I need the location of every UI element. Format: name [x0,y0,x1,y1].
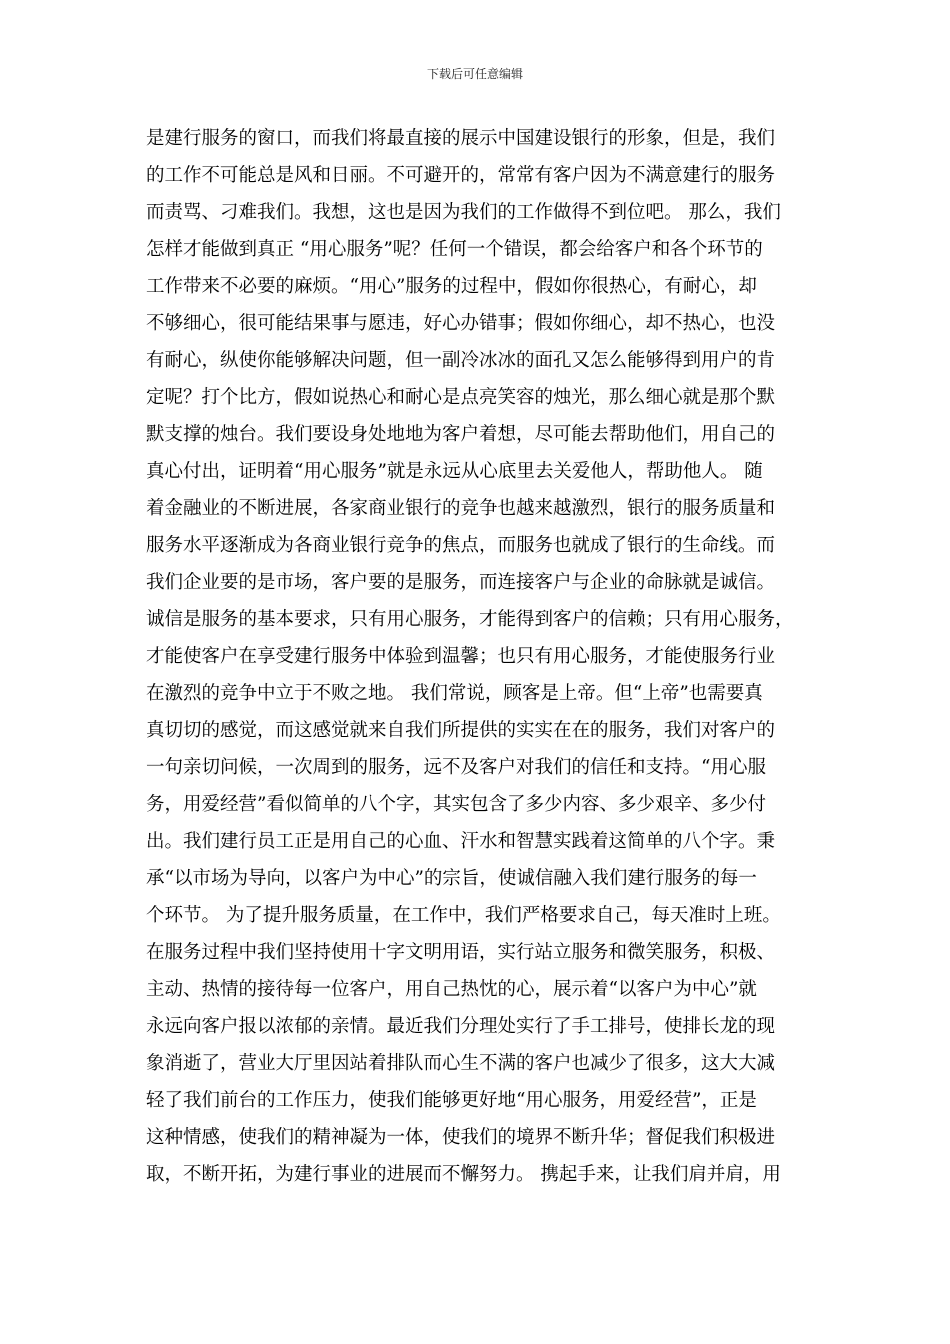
text-line: 象消逝了，营业大厅里因站着排队而心生不满的客户也减少了很多，这大大减 [146,1053,776,1074]
body-text [146,120,826,1193]
text-line: 我们企业要的是市场，客户要的是服务，而连接客户与企业的命脉就是诚信。 [146,572,776,593]
text-line: 主动、热情的接待每一位客户，用自己热忱的心，展示着“以客户为中心”就 [146,979,757,1000]
text-line: 真切切的感觉，而这感觉就来自我们所提供的实实在在的服务，我们对客户的 [146,720,776,741]
text-line: 工作带来不必要的麻烦。“用心”服务的过程中，假如你很热心，有耐心，却 [146,276,757,297]
text-line: 的工作不可能总是风和日丽。不可避开的，常常有客户因为不满意建行的服务 [146,165,776,186]
text-line: 出。我们建行员工正是用自己的心血、汗水和智慧实践着这简单的八个字。秉 [146,831,776,852]
text-line: 这种情感，使我们的精神凝为一体，使我们的境界不断升华；督促我们积极进 [146,1127,776,1148]
text-line: 真心付出，证明着“用心服务”就是永远从心底里去关爱他人，帮助他人。 随 [146,461,763,482]
text-line: 诚信是服务的基本要求，只有用心服务，才能得到客户的信赖；只有用心服务， [146,609,794,630]
text-line: 务，用爱经营”看似简单的八个字，其实包含了多少内容、多少艰辛、多少付 [146,794,766,815]
text-line: 怎样才能做到真正 “用心服务”呢？任何一个错误，都会给客户和各个环节的 [146,239,763,260]
text-line: 一句亲切问候，一次周到的服务，远不及客户对我们的信任和支持。“用心服 [146,757,766,778]
text-line: 才能使客户在享受建行服务中体验到温馨；也只有用心服务，才能使服务行业 [146,646,776,667]
text-line: 在激烈的竞争中立于不败之地。 我们常说，顾客是上帝。但“上帝”也需要真 [146,683,763,704]
text-line: 在服务过程中我们坚持使用十字文明用语，实行站立服务和微笑服务，积极、 [146,942,776,963]
text-line: 定呢？打个比方，假如说热心和耐心是点亮笑容的烛光，那么细心就是那个默 [146,387,776,408]
text-line: 服务水平逐渐成为各商业银行竞争的焦点，而服务也就成了银行的生命线。而 [146,535,776,556]
text-line: 是建行服务的窗口，而我们将最直接的展示中国建设银行的形象，但是，我们 [146,128,776,149]
text-line: 着金融业的不断进展，各家商业银行的竞争也越来越激烈，银行的服务质量和 [146,498,776,519]
text-line: 个环节。 为了提升服务质量，在工作中，我们严格要求自己，每天准时上班。 [146,905,781,926]
text-line: 有耐心，纵使你能够解决问题，但一副冷冰冰的面孔又怎么能够得到用户的肯 [146,350,776,371]
text-line: 默支撑的烛台。我们要设身处地地为客户着想，尽可能去帮助他们，用自己的 [146,424,776,445]
text-line: 不够细心，很可能结果事与愿违，好心办错事；假如你细心，却不热心，也没 [146,313,776,334]
text-line: 取，不断开拓，为建行事业的进展而不懈努力。 携起手来，让我们肩并肩，用 [146,1164,781,1185]
text-line: 永远向客户报以浓郁的亲情。最近我们分理处实行了手工排号，使排长龙的现 [146,1016,776,1037]
text-line: 承“以市场为导向，以客户为中心”的宗旨，使诚信融入我们建行服务的每一 [146,868,757,889]
page-header: 下载后可任意编辑 [426,67,523,81]
text-line: 轻了我们前台的工作压力，使我们能够更好地“用心服务，用爱经营”，正是 [146,1090,757,1111]
text-line: 而责骂、刁难我们。我想，这也是因为我们的工作做得不到位吧。 那么，我们 [146,202,781,223]
